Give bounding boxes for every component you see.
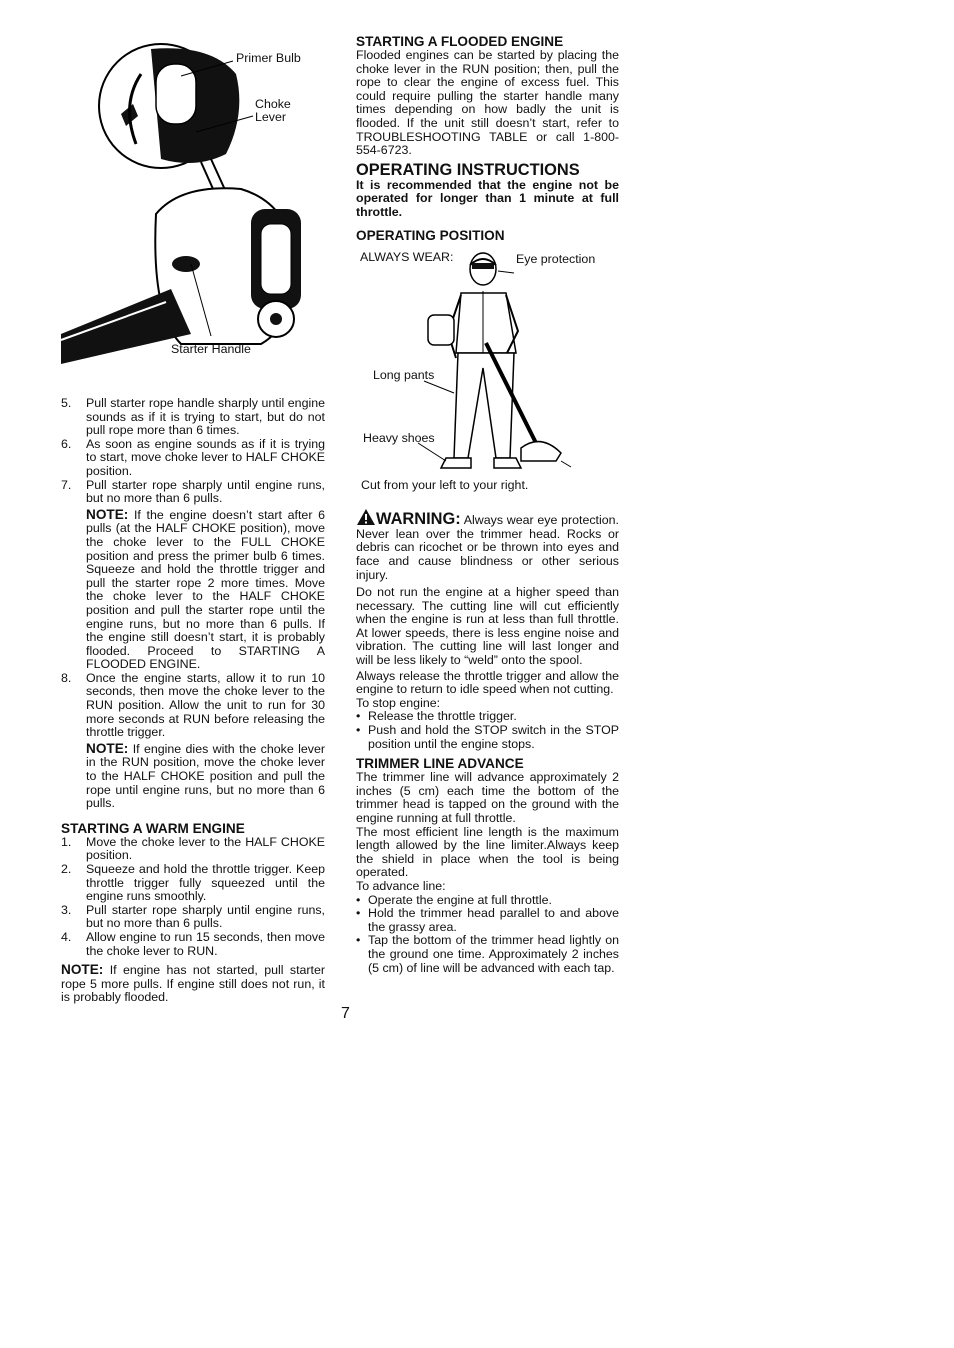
line-advance-list [356, 894, 619, 976]
list-item: 2. Squeeze and hold the throttle trigger. Keep throttle trigger fully squeezed until the engine runs smoothly. [61, 862, 325, 904]
operating-warning-text: It is recommended that the engine not be operated for longer than 1 minute at full throttle. [356, 177, 619, 219]
list-item: 4. Allow engine to run 15 seconds, then move the choke lever to RUN. [61, 929, 325, 958]
warning-paragraph: WARNING: Always wear eye protection. Never lean over the trimmer head. Rocks or debris can ricochet or be thrown into eyes and face and cause blindness or other serious injury. [356, 510, 619, 582]
choke-label: Choke [255, 97, 291, 111]
stop-intro: To stop engine: [356, 695, 441, 710]
engine-illustration [61, 34, 325, 364]
speed-paragraph: Do not run the engine at a higher speed than necessary. The cutting line will cut efficiently when the engine is run at less than full throttle. At lower speeds, there is less engine noise and vibration. The cutting line will last longer and will be less likely to “weld” onto the spool. [356, 585, 619, 668]
operator-illustration [356, 243, 619, 479]
line-advance-intro: To advance line: [356, 878, 446, 893]
list-item: 5. Pull starter rope handle sharply until engine sounds as if it is trying to start, but do not pull rope more than 6 times. [61, 396, 325, 438]
operating-position-heading: OPERATING POSITION [356, 227, 505, 243]
page-number: 7 [341, 1005, 350, 1022]
right-column [356, 34, 619, 975]
list-item: • Release the throttle trigger. [356, 709, 517, 724]
warning-icon [356, 508, 376, 526]
list-item: 7. Pull starter rope sharply until engine runs, but no more than 6 pulls. [61, 477, 325, 506]
eye-protection-label: Eye protection [516, 251, 596, 266]
starter-handle-label: Starter Handle [171, 342, 251, 356]
warm-engine-heading: STARTING A WARM ENGINE [61, 820, 245, 836]
list-item: 1. Move the choke lever to the HALF CHOKE position. [61, 834, 325, 863]
list-item: 3. Pull starter rope sharply until engine runs, but no more than 6 pulls. [61, 902, 325, 931]
heavy-shoes-label: Heavy shoes [363, 430, 435, 445]
choke-lever-label: Lever [255, 110, 286, 124]
warm-steps-list [61, 836, 325, 958]
list-item: • Hold the trimmer head parallel to and above the grassy area. [356, 906, 619, 934]
engine-drawing [61, 34, 325, 364]
flooded-engine-heading: STARTING A FLOODED ENGINE [356, 34, 564, 49]
warm-note: NOTE: If engine has not started, pull starter rope 5 more pulls. If engine still does not run, it is probably flooded. [61, 962, 325, 1005]
long-pants-label: Long pants [373, 367, 435, 382]
stop-list [356, 710, 619, 751]
note-step8: NOTE: If engine dies with the choke lever in the RUN position, move the choke lever to the HALF CHOKE position and pull the rope until engine runs, but no more than 6 pulls. [86, 740, 325, 811]
always-wear-label: ALWAYS WEAR: [360, 249, 454, 264]
left-column [61, 34, 325, 1005]
line-advance-heading: TRIMMER LINE ADVANCE [356, 756, 524, 772]
note-step7: NOTE: If the engine doesn’t start after 6 pulls (at the HALF CHOKE position), move the choke lever to the FULL CHOKE position and press the primer bulb 6 times. Squeeze and hold the throttle trigger and pull the starter rope 2 more times. Move the choke lever to the HALF CHOKE position and pull the starter rope until the engine runs, but no more than 6 pulls. If the engine still doesn’t start, it is probably flooded. Proceed to STARTING A FLOODED ENGINE. [86, 506, 325, 672]
list-item: • Operate the engine at full throttle. [356, 892, 552, 907]
flooded-engine-text: Flooded engines can be started by placing the choke lever in the RUN position; then, pull the rope to clear the engine of excess fuel. This could require pulling the starter handle many times depending on how badly the unit is flooded. If the unit still doesn’t start, refer to TROUBLESHOOTING TABLE or call 1-800-554-6723. [356, 48, 619, 158]
list-item: • Push and hold the STOP switch in the STOP position until the engine stops. [356, 723, 619, 751]
line-advance-p2: The most efficient line length is the maximum length allowed by the line limiter.Always keep the shield in place when the tool is being operated. [356, 824, 619, 880]
list-item: 8. Once the engine starts, allow it to run 10 seconds, then move the choke lever to the RUN position. Allow the unit to run for 30 more seconds at RUN before releasing the throttle trigger. [61, 670, 325, 740]
operating-instructions-heading: OPERATING INSTRUCTIONS [356, 160, 580, 179]
list-item: 6. As soon as engine sounds as if it is trying to start, move choke lever to HALF CHOKE position. [61, 436, 325, 478]
idle-paragraph: Always release the throttle trigger and allow the engine to return to idle speed when not cutting. [356, 668, 619, 697]
primer-bulb-label: Primer Bulb [236, 51, 301, 65]
position-caption: Cut from your left to your right. [361, 477, 529, 492]
start-steps-list [61, 397, 325, 506]
line-advance-p1: The trimmer line will advance approximately 2 inches (5 cm) each time the bottom of the trimmer head is tapped on the ground with the engine running at full throttle. [356, 770, 619, 825]
list-item: • Tap the bottom of the trimmer head lightly on the ground one time. Approximately 2 inches (5 cm) of line will be advanced with each tap. [356, 933, 619, 975]
